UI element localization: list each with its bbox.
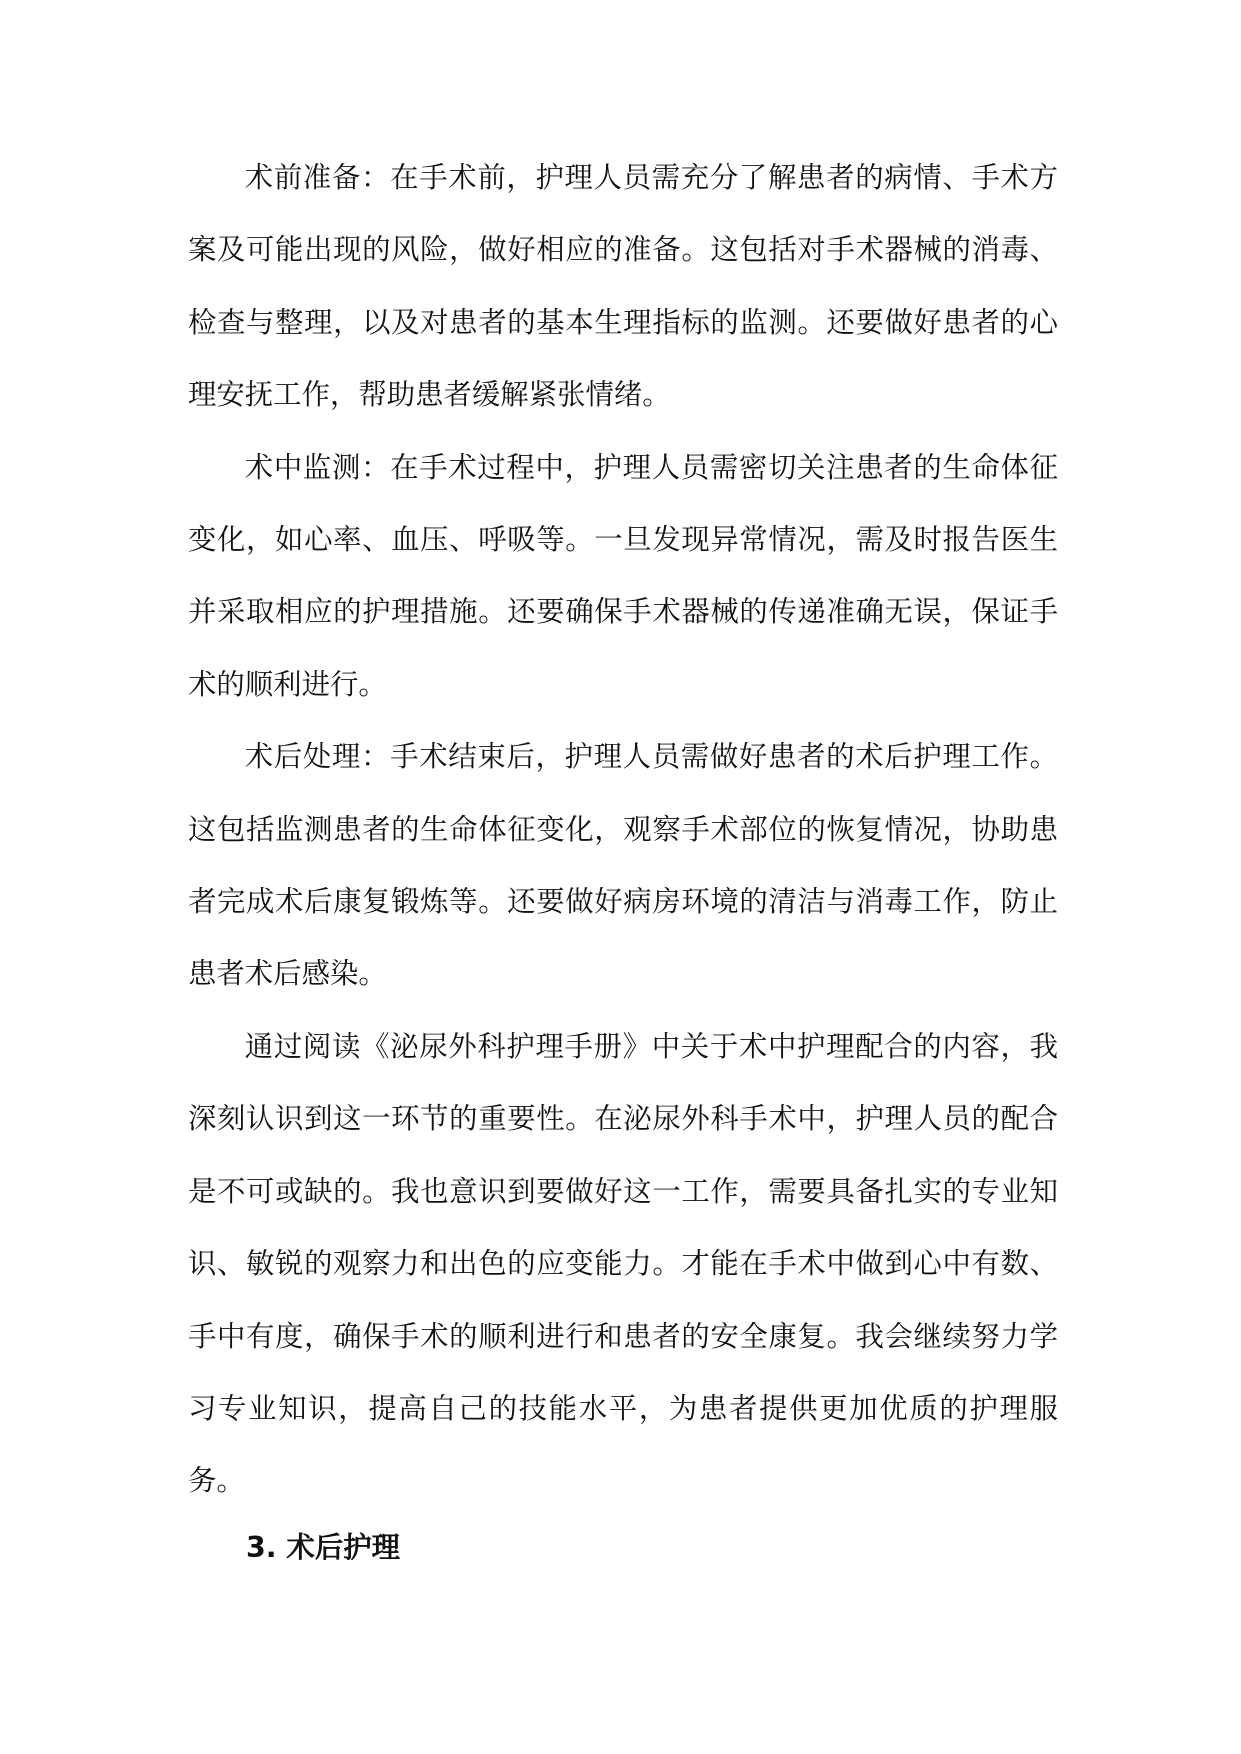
section-heading: 3. 术后护理 [246,1531,400,1564]
body-text [188,142,1058,1518]
paragraph-intraop: 术中监测：在手术过程中，护理人员需密切关注患者的生命体征变化，如心率、血压、呼吸等。一旦发现异常情况，需及时报告医生并采取相应的护理措施。还要确保手术器械的传递准确无误，保证手术的顺利进行。 [188,450,1058,701]
paragraph-preop: 术前准备：在手术前，护理人员需充分了解患者的病情、手术方案及可能出现的风险，做好相应的准备。这包括对手术器械的消毒、检查与整理，以及对患者的基本生理指标的监测。还要做好患者的心理安抚工作，帮助患者缓解紧张情绪。 [188,161,1058,412]
paragraph-postop-handling: 术后处理：手术结束后，护理人员需做好患者的术后护理工作。这包括监测患者的生命体征变化，观察手术部位的恢复情况，协助患者完成术后康复锻炼等。还要做好病房环境的清洁与消毒工作，防止患者术后感染。 [188,740,1058,991]
paragraph-reflection: 通过阅读《泌尿外科护理手册》中关于术中护理配合的内容，我深刻认识到这一环节的重要性。在泌尿外科手术中，护理人员的配合是不可或缺的。我也意识到要做好这一工作，需要具备扎实的专业知识、敏锐的观察力和出色的应变能力。才能在手术中做到心中有数、手中有度，确保手术的顺利进行和患者的安全康复。我会继续努力学习专业知识，提高自己的技能水平，为患者提供更加优质的护理服务。 [188,1029,1058,1498]
